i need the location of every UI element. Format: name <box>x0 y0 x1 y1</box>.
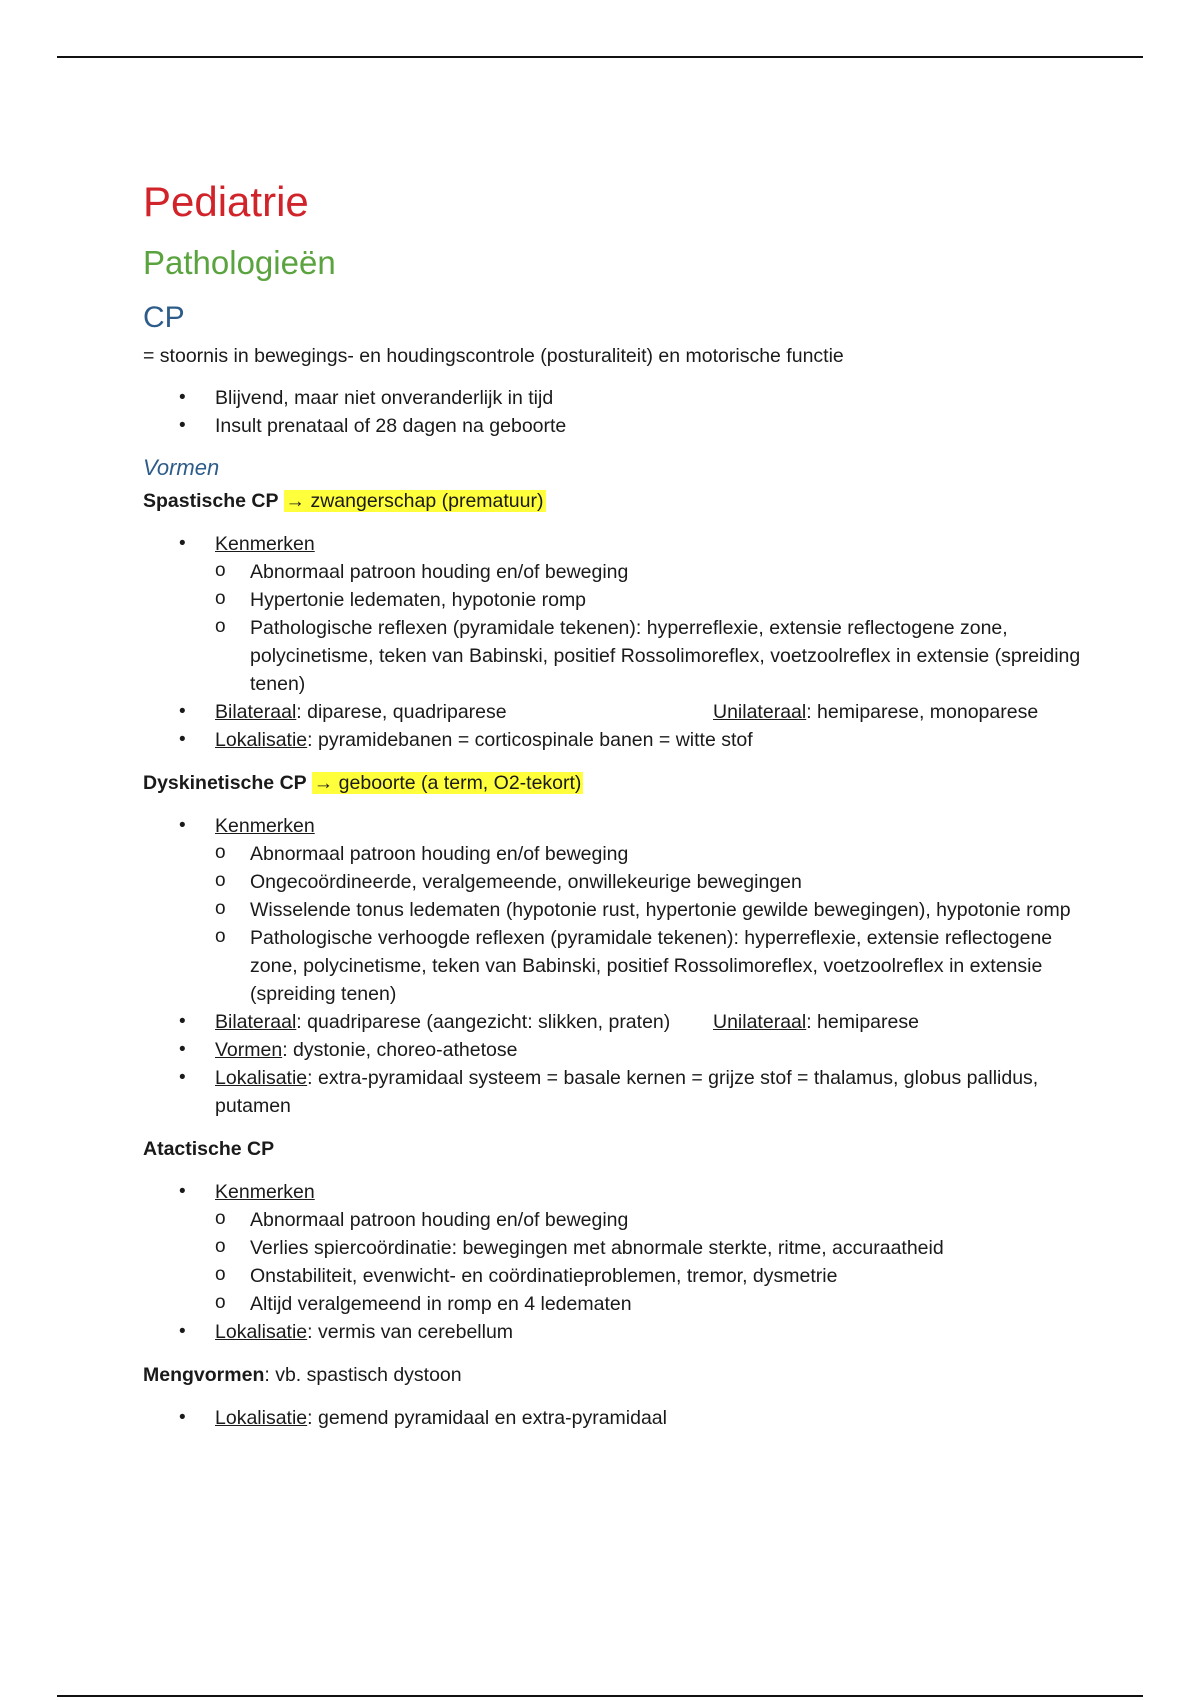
cp-definition: = stoornis in bewegings- en houdingscontrole (posturaliteit) en motorische functie <box>143 345 844 367</box>
list-item: • Blijvend, maar niet onveranderlijk in tijd <box>143 384 1103 412</box>
page-title: Pediatrie <box>143 178 309 225</box>
vormen-heading: Vormen <box>143 455 220 480</box>
bilateraal-text: : quadriparese (aangezicht: slikken, praten) <box>296 1011 671 1033</box>
lokalisatie-text: : gemend pyramidaal en extra-pyramidaal <box>307 1407 667 1429</box>
spastische-list <box>143 530 1103 754</box>
sub-list-item: o Hypertonie ledematen, hypotonie romp <box>143 586 1103 614</box>
bottom-rule <box>57 1695 1143 1697</box>
arrow-icon: → <box>285 490 306 512</box>
lokalisatie-text: : vermis van cerebellum <box>307 1321 514 1343</box>
sub-list-item: o Pathologische verhoogde reflexen (pyramidale tekenen): hyperreflexie, extensie reflectogene zone, polycinetisme, teken van Babinski, positief Rossolimoreflex, voetzoolreflex in extensie (spreiding tenen) <box>143 924 1103 1008</box>
lokalisatie-label: Lokalisatie <box>215 1407 308 1429</box>
unilateraal-block <box>713 1008 919 1036</box>
lokalisatie-text: : pyramidebanen = corticospinale banen = witte stof <box>307 729 753 751</box>
unilateraal-label: Unilateraal <box>713 1011 807 1033</box>
list-item: • Insult prenataal of 28 dagen na geboorte <box>143 412 1103 440</box>
list-item <box>143 1178 1103 1206</box>
list-item <box>143 726 1103 754</box>
lokalisatie-label: Lokalisatie <box>215 1067 308 1089</box>
sub-list-item: o Abnormaal patroon houding en/of beweging <box>143 1206 1103 1234</box>
spastische-heading <box>143 486 1103 516</box>
vormen-text: : dystonie, choreo-athetose <box>282 1039 518 1061</box>
document-body <box>143 176 1103 1432</box>
sub-list-item: o Abnormaal patroon houding en/of beweging <box>143 558 1103 586</box>
mengvormen-label: Mengvormen <box>143 1364 265 1386</box>
list-item <box>143 530 1103 558</box>
bilateraal-block <box>215 698 713 726</box>
sub-list-item: o Wisselende tonus ledematen (hypotonie rust, hypertonie gewilde bewegingen), hypotonie romp <box>143 896 1103 924</box>
spastische-title: Spastische CP <box>143 490 279 512</box>
vormen-label: Vormen <box>215 1039 283 1061</box>
unilateraal-label: Unilateraal <box>713 701 807 723</box>
list-item <box>143 1404 1103 1432</box>
dyskinetische-heading <box>143 768 1103 798</box>
mengvormen-heading <box>143 1360 1103 1390</box>
unilateraal-block <box>713 698 1038 726</box>
sub-list-item: o Altijd veralgemeend in romp en 4 ledematen <box>143 1290 1103 1318</box>
sub-list-item: o Pathologische reflexen (pyramidale tekenen): hyperreflexie, extensie reflectogene zone, polycinetisme, teken van Babinski, positief Rossolimoreflex, voetzoolreflex in extensie (spreiding tenen) <box>143 614 1103 698</box>
bilateraal-label: Bilateraal <box>215 1011 297 1033</box>
kenmerken-label: Kenmerken <box>215 1181 315 1203</box>
unilateraal-text: : hemiparese <box>806 1011 919 1033</box>
mengvormen-list <box>143 1404 1103 1432</box>
bilateraal-block <box>215 1008 713 1036</box>
sub-list-item: o Abnormaal patroon houding en/of beweging <box>143 840 1103 868</box>
sub-list-item: o Onstabiliteit, evenwicht- en coördinatieproblemen, tremor, dysmetrie <box>143 1262 1103 1290</box>
dyskinetische-title: Dyskinetische CP <box>143 772 307 794</box>
kenmerken-label: Kenmerken <box>215 815 315 837</box>
atactische-heading <box>143 1134 1103 1164</box>
intro-list <box>143 384 1103 440</box>
list-item <box>143 1318 1103 1346</box>
mengvormen-text: : vb. spastisch dystoon <box>264 1364 462 1386</box>
section-heading-cp: CP <box>143 301 185 334</box>
sub-list-item: o Verlies spiercoördinatie: bewegingen met abnormale sterkte, ritme, accuraatheid <box>143 1234 1103 1262</box>
list-item <box>143 812 1103 840</box>
list-item <box>143 1036 1103 1064</box>
lokalisatie-label: Lokalisatie <box>215 1321 308 1343</box>
unilateraal-text: : hemiparese, monoparese <box>806 701 1039 723</box>
list-item <box>143 1064 1103 1120</box>
spastische-highlight-text: zwangerschap (prematuur) <box>310 490 544 512</box>
list-item <box>143 698 1103 726</box>
dyskinetische-highlight <box>312 772 584 794</box>
atactische-list <box>143 1178 1103 1346</box>
subtitle: Pathologieën <box>143 244 336 281</box>
bilateraal-text: : diparese, quadriparese <box>296 701 507 723</box>
spastische-highlight <box>284 490 546 512</box>
lokalisatie-label: Lokalisatie <box>215 729 308 751</box>
bilateraal-label: Bilateraal <box>215 701 297 723</box>
kenmerken-label: Kenmerken <box>215 533 315 555</box>
dyskinetische-list <box>143 812 1103 1120</box>
sub-list-item: o Ongecoördineerde, veralgemeende, onwillekeurige bewegingen <box>143 868 1103 896</box>
arrow-icon: → <box>313 772 334 794</box>
atactische-title: Atactische CP <box>143 1138 275 1160</box>
list-item <box>143 1008 1103 1036</box>
top-rule <box>57 56 1143 58</box>
lokalisatie-text: : extra-pyramidaal systeem = basale kernen = grijze stof = thalamus, globus pallidus, putamen <box>215 1067 1039 1117</box>
dyskinetische-highlight-text: geboorte (a term, O2-tekort) <box>338 772 582 794</box>
